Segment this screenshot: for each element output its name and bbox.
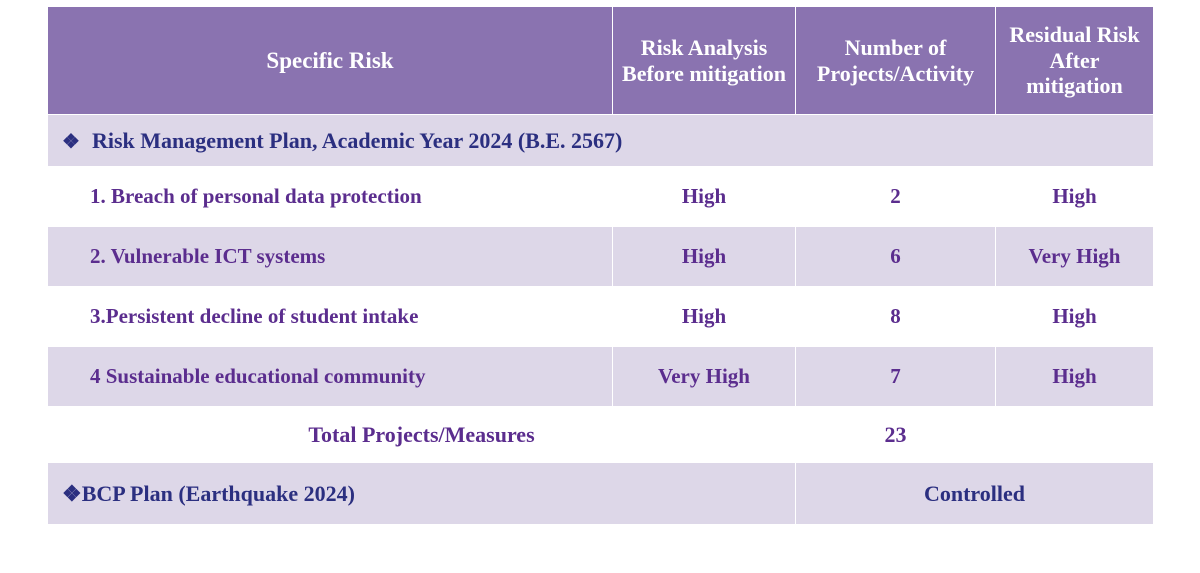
- risk-label: 4 Sustainable educational community: [48, 347, 613, 407]
- total-label: Total Projects/Measures: [48, 407, 796, 463]
- header-number-of-projects: Number of Projects/Activity: [796, 7, 996, 115]
- risk-project-count: 6: [796, 227, 996, 287]
- risk-after-mitigation: High: [996, 347, 1154, 407]
- table-header: [48, 7, 1154, 115]
- bcp-plan-subtitle: (Earthquake 2024): [178, 480, 355, 506]
- section-title-cell: [48, 115, 1154, 167]
- total-blank-cell: [996, 407, 1154, 463]
- risk-project-count: 8: [796, 287, 996, 347]
- risk-label: 2. Vulnerable ICT systems: [48, 227, 613, 287]
- risk-label: 1. Breach of personal data protection: [48, 167, 613, 227]
- risk-summary-table: [47, 6, 1154, 525]
- risk-before-mitigation: High: [613, 227, 796, 287]
- risk-after-mitigation: High: [996, 287, 1154, 347]
- risk-before-mitigation: High: [613, 287, 796, 347]
- risk-after-mitigation: Very High: [996, 227, 1154, 287]
- bcp-plan-row: [48, 463, 1154, 525]
- table-row: [48, 167, 1154, 227]
- risk-table-container: [47, 6, 1153, 525]
- risk-after-mitigation: High: [996, 167, 1154, 227]
- diamond-bullet-icon: ❖: [62, 480, 82, 506]
- total-value: 23: [796, 407, 996, 463]
- header-specific-risk: Specific Risk: [48, 7, 613, 115]
- diamond-bullet-icon: ❖: [62, 130, 80, 153]
- risk-project-count: 2: [796, 167, 996, 227]
- table-row: [48, 227, 1154, 287]
- header-row: [48, 7, 1154, 115]
- risk-project-count: 7: [796, 347, 996, 407]
- risk-before-mitigation: High: [613, 167, 796, 227]
- table-row: [48, 347, 1154, 407]
- section-title-text: Risk Management Plan, Academic Year 2024 (B.E. 2567): [91, 127, 623, 153]
- bcp-plan-status: Controlled: [796, 463, 1154, 525]
- risk-label: 3.Persistent decline of student intake: [48, 287, 613, 347]
- header-residual-risk-after: Residual Risk After mitigation: [996, 7, 1154, 115]
- bcp-plan-label: [48, 463, 796, 525]
- table-body: [48, 115, 1154, 525]
- risk-before-mitigation: Very High: [613, 347, 796, 407]
- header-risk-analysis-before: Risk Analysis Before mitigation: [613, 7, 796, 115]
- table-row: [48, 287, 1154, 347]
- bcp-plan-title: BCP Plan: [81, 480, 179, 506]
- section-header-row-risk-management-plan: [48, 115, 1154, 167]
- total-row: [48, 407, 1154, 463]
